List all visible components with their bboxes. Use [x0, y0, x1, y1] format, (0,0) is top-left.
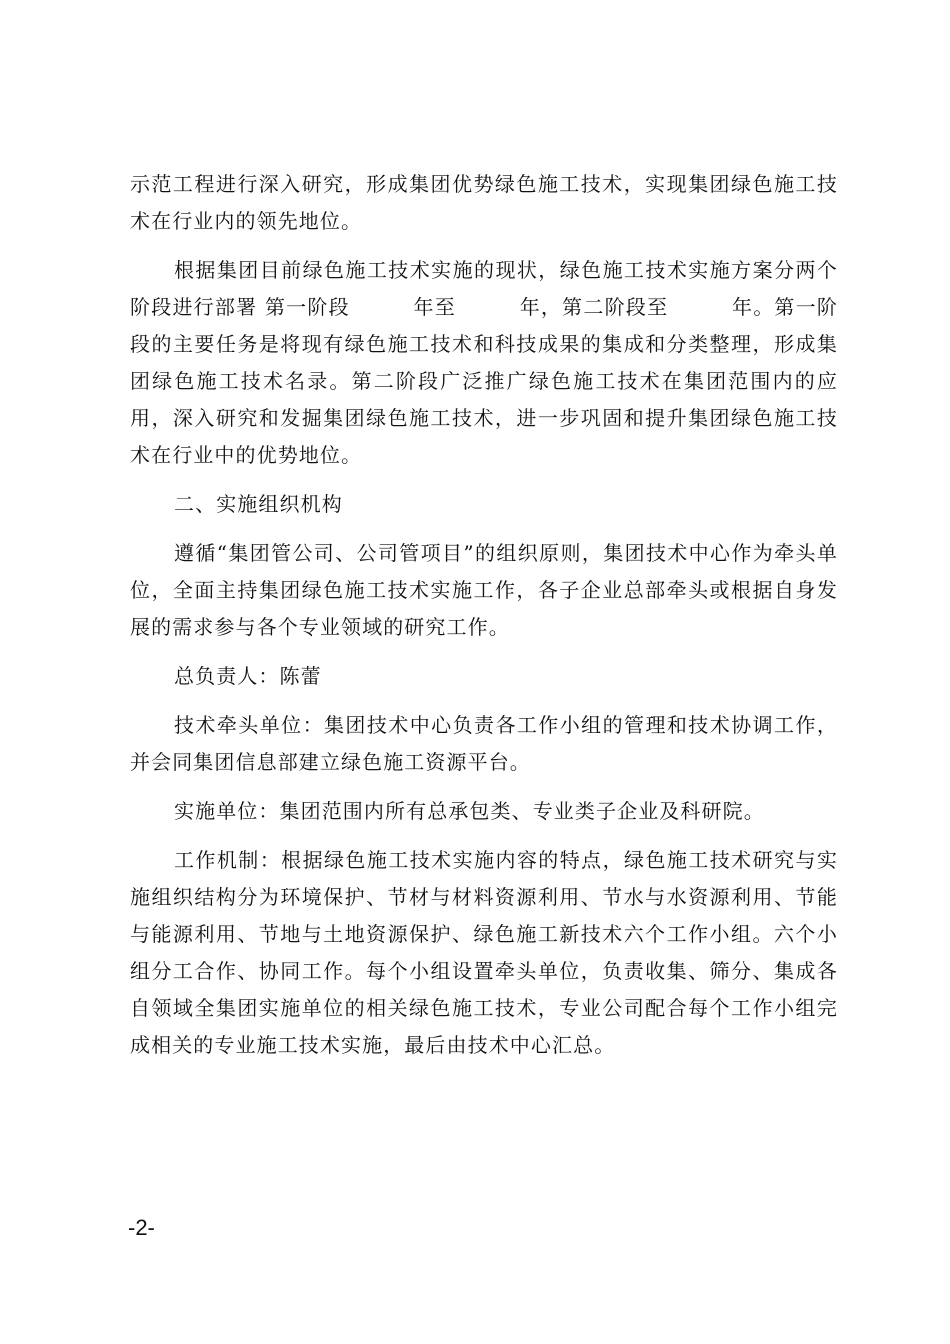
paragraph-work-mechanism: 工作机制：根据绿色施工技术实施内容的特点，绿色施工技术研究与实施组织结构分为环境保护、节材与材料资源利用、节水与水资源利用、节能与能源利用、节地与土地资源保护、绿色施工新技术六个工作小组。六个小组分工合作、协同工作。每个小组设置牵头单位，负责收集、筛分、集成各自领域全集团实施单位的相关绿色施工技术，专业公司配合每个工作小组完成相关的专业施工技术实施，最后由技术中心汇总。 [130, 848, 838, 1057]
document-body [130, 166, 838, 1064]
page-number: -2- [128, 1215, 155, 1240]
section-heading-organization: 二、实施组织机构 [174, 492, 343, 516]
paragraph-implementation-unit: 实施单位：集团范围内所有总承包类、专业类子企业及科研院。 [174, 799, 765, 823]
paragraph-chief-responsible: 总负责人：陈蕾 [174, 664, 322, 688]
paragraph-organization-principle: 遵循“集团管公司、公司管项目”的组织原则，集团技术中心作为牵头单位，全面主持集团绿色施工技术实施工作，各子企业总部牵头或根据自身发展的需求参与各个专业领域的研究工作。 [130, 541, 838, 639]
paragraph-technical-lead-unit: 技术牵头单位：集团技术中心负责各工作小组的管理和技术协调工作，并会同集团信息部建立绿色施工资源平台。 [130, 713, 838, 774]
paragraph-implementation-phases: 根据集团目前绿色施工技术实施的现状，绿色施工技术实施方案分两个阶段进行部署 第一阶段 年至 年，第二阶段至 年。第一阶段的主要任务是将现有绿色施工技术和科技成果的集成和分类整理，形成集团绿色施工技术名录。第二阶段广泛推广绿色施工技术在集团范围内的应用，深入研究和发掘集团绿色施工技术，进一步巩固和提升集团绿色施工技术在行业中的优势地位。 [130, 258, 838, 467]
paragraph-continuation: 示范工程进行深入研究，形成集团优势绿色施工技术，实现集团绿色施工技术在行业内的领先地位。 [130, 172, 838, 233]
